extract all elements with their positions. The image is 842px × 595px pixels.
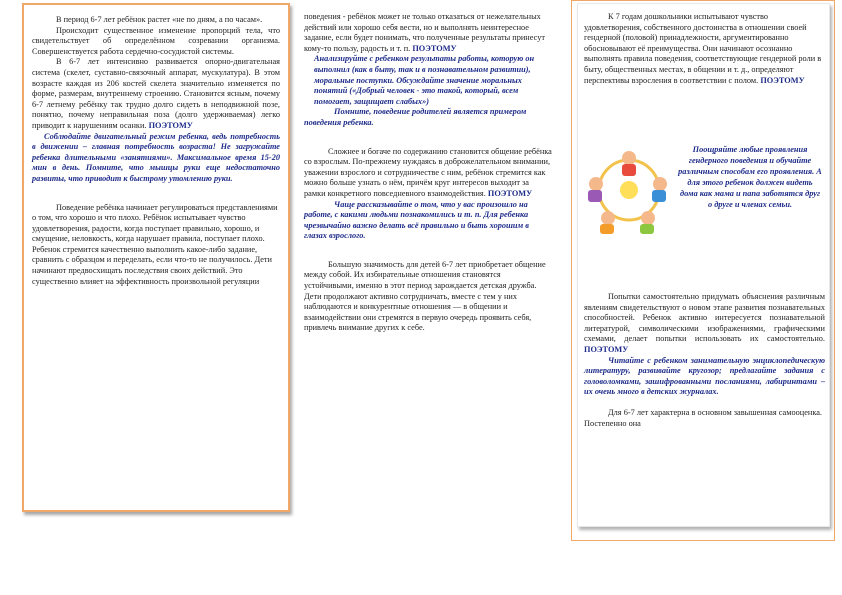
middle-advice-2: Помните, поведение родителей является примером поведения ребенка. — [304, 107, 527, 127]
right-paragraph-3: Для 6-7 лет характерна в основном завышенная самооценка. Постепенно она — [584, 407, 822, 428]
middle-poetomu-2: ПОЭТОМУ — [487, 188, 533, 198]
middle-paragraph-1-text: поведения - ребёнок может не только отказаться от нежелательных действий или хорошо себя вести, но и выполнять неинтересное задание, если будет понимать, что полученные результаты принесут кому-то пользу, радость и т. п. — [304, 12, 545, 53]
left-paragraph-3 — [32, 57, 280, 131]
right-paragraph-1 — [584, 12, 823, 86]
middle-advice-3: Чаще рассказывайте о том, что у вас произошло на работе, с какими людьми познакомились и т. п. Для ребенка чрезвычайно важно делать всё правильно и быть хорошим в глазах взрослого. — [304, 199, 530, 241]
middle-paragraph-2 — [304, 147, 552, 200]
left-paragraph-4: Поведение ребёнка начинает регулироваться представлениями о том, что хорошо и что плохо. Ребёнок испытывает чувство удовлетворения, радости, когда поступает правильно, хорошо, и смущение, неловкость, когда нарушает правила, поступает плохо. Ребенок стремится качественно выполнить какое-либо задание, сравнить с образцом и переделать, если что-то не получилось. Дети начинают предвосхищать последствия своих действий. Это существенно влияет на эффективность произвольной регуляции — [32, 202, 278, 286]
middle-paragraph-2-text: Сложнее и богаче по содержанию становится общение ребёнка со взрослым. По-прежнему нуждаясь в доброжелательном внимании, уважении взрослого и сотрудничестве с ним, ребёнок стремится как можно больше узнать о нём, причём круг интересов выходит за рамки конкретного повседневного взаимодействия. — [304, 146, 552, 198]
right-lower-block — [584, 292, 825, 429]
right-column — [577, 3, 830, 527]
left-poetomu-1: ПОЭТОМУ — [148, 120, 193, 130]
left-paragraph-2: Происходит существенное изменение пропорций тела, что свидетельствует об определённом созревании организма. Совершенствуется работа сердечно-сосудистой системы. — [32, 25, 280, 56]
middle-paragraph-1 — [304, 12, 552, 54]
right-paragraph-2-text: Попытки самостоятельно придумать объяснения различным явлениям свидетельствуют о новом этапе развития познавательных способностей. Ребенок активно интересуется познавательной литературой, символическими изображениями, графическими схемами, делает попытки использовать их самостоятельно. — [584, 292, 825, 344]
right-paragraph-1-text: К 7 годам дошкольники испытывают чувство удовлетворения, собственного достоинства в отношении своей гендерной (половой) принадлежности, аргументированно обосновывают её преимущества. Они начинают осознанно выполнять правила поведения, соответствующие гендерной роли в быту, общественных местах, в общении и т. д., определяют перспективы взросления в соответствии с полом. — [584, 12, 822, 85]
right-paragraph-2 — [584, 292, 825, 356]
middle-paragraph-3: Большую значимость для детей 6-7 лет приобретает общение между собой. Их избирательные отношения становятся устойчивыми, именно в этот период зарождается детская дружба. Дети продолжают активно сотрудничать, вместе с тем у них наблюдаются и конкурентные отношения — в общении и взаимодействии они стремятся в первую очередь проявить себя, привлечь внимание других к себе. — [304, 259, 546, 333]
right-advice-2: Читайте с ребенком занимательную энциклопедическую литературу, развивайте кругозор; предлагайте задания с головоломками, зашифрованными посланиями, лабиринтами – их очень много в детских журналах. — [584, 355, 825, 397]
children-circle-illustration-icon — [582, 144, 676, 236]
right-poetomu-2: ПОЭТОМУ — [584, 344, 629, 354]
left-column — [22, 3, 290, 512]
left-advice-1: Соблюдайте двигательный режим ребенка, ведь потребность в движении – главная потребность возраста! Не загружайте ребенка длительными «занятиями». Максимальное время 15-20 мин в день. Помните, что мышцы руки еще недостаточно развиты, что приводит к быстрому утомлению руки. — [32, 131, 280, 183]
middle-poetomu-1: ПОЭТОМУ — [412, 43, 457, 53]
left-paragraph-1: В период 6-7 лет ребёнок растет «не по дням, а по часам». — [56, 15, 263, 24]
middle-column — [300, 9, 556, 414]
middle-advice-1: Анализируйте с ребенком результаты работы, которую он выполнил (как в быту, так и в познавательном развитии), моральные поступки. Обсуждайте значение моральных понятий («Добрый человек - это такой, который, всем помогает, защищает слабых») — [314, 54, 535, 106]
right-advice-1: Поощряйте любые проявления гендерного поведения и обучайте различным способам его проявления. А для этого ребенок должен видеть дома как мама и папа заботятся друг о друге и членах семьи. — [678, 145, 822, 209]
left-paragraph-3-text: В 6-7 лет интенсивно развивается опорно-двигательная система (скелет, суставно-связочный аппарат, мускулатура). В этом возрасте каждая из 206 костей скелета значительно изменяется по форме, размерам, внутреннему строению. Становится ясным, почему 6-7 летнему ребёнку так трудно долго сидеть в неподвижной позе, понятно, почему неправильная поза (долго удерживаемая) легко приводит к нарушениям осанки. — [32, 57, 280, 130]
right-poetomu-1: ПОЭТОМУ — [760, 75, 805, 85]
